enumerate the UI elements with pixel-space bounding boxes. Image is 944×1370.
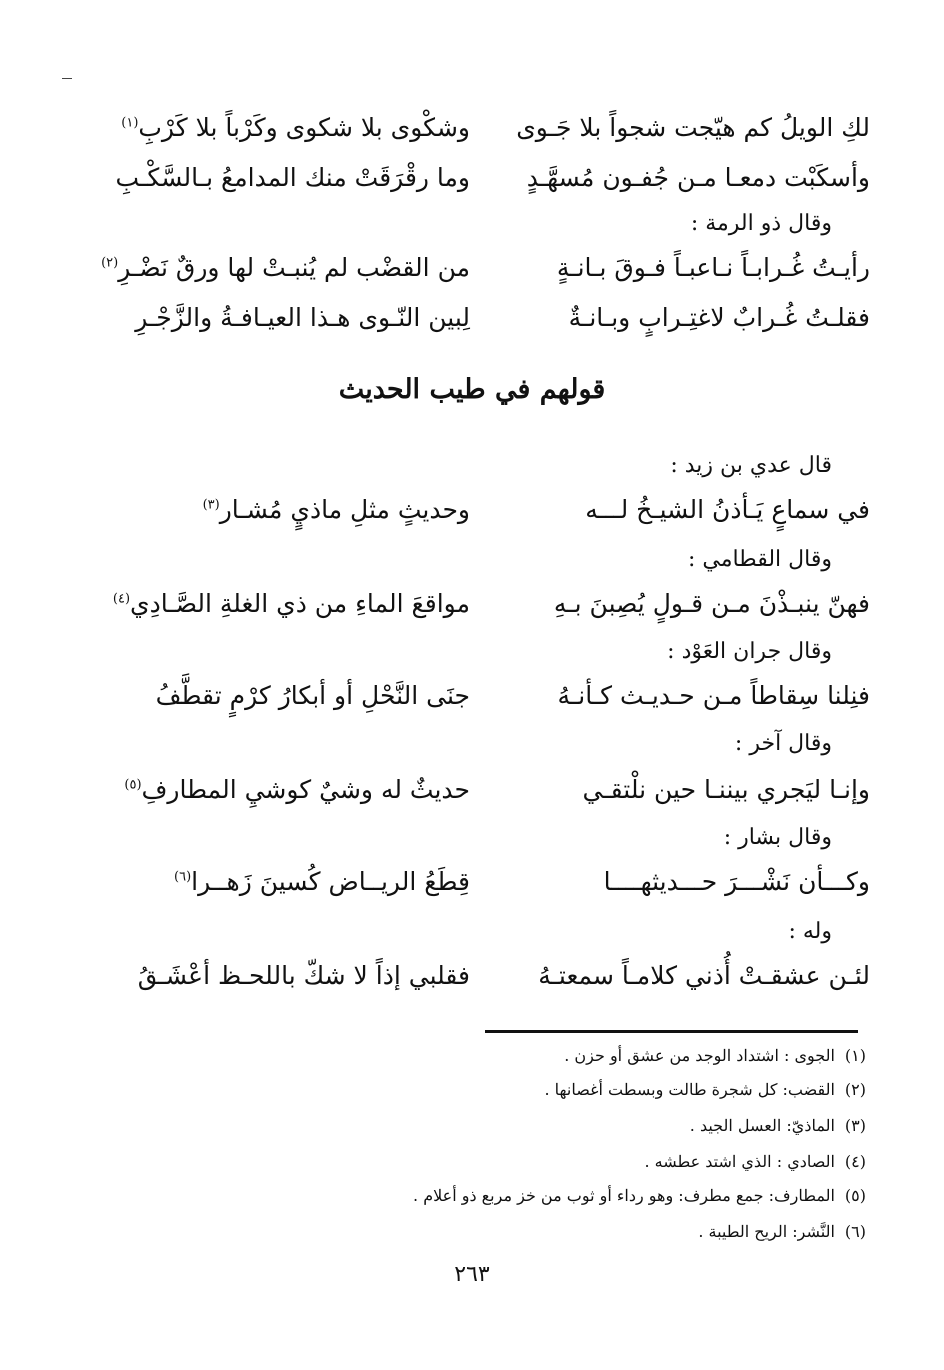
verse-first-hemistich: وإنـا ليَجري بيننـا حين نلْتقـي [582, 775, 870, 804]
footnote-text: الجوى : اشتداد الوجد من عشق أو حزن . [564, 1046, 835, 1065]
verse-text: حديثٌ له وشيٌ كوشيِ المطارفِ [141, 775, 470, 804]
verse-second-hemistich: لِبين النّـوى هـذا العيـافـةُ والزَّجْـرِ [135, 303, 470, 332]
verse-first-hemistich: فنِلنا سِقاطاً مـن حـديـث كـأنـهُ [557, 681, 870, 710]
verse-first-hemistich: لكِ الويلُ كم هيّجت شجواً بلا جَـوى [516, 113, 870, 142]
poet-intro: وقال جران العَوْد : [667, 639, 832, 664]
poet-intro: وقال ذو الرمة : [690, 211, 832, 236]
footnote [698, 1220, 866, 1244]
footnote-text: الصادي : الذي اشتد عطشه . [644, 1152, 835, 1171]
footnote-number: (٥) [844, 1186, 866, 1205]
footnote [564, 1044, 866, 1068]
section-heading: قولهم في طيب الحديث [338, 374, 606, 405]
footnote-number: (٤) [844, 1152, 866, 1171]
verse-first-hemistich: فقلـتُ غُـرابٌ لاغتِـرابٍ وبـانـةٌ [568, 303, 870, 332]
footnote-text: القضب: كل شجرة طالت وبسطت أغصانها . [544, 1080, 835, 1099]
verse-text: من القضْب لم يُنبـتْ لها ورقٌ نَضْـرِ [118, 253, 470, 282]
verse-line [110, 862, 870, 902]
footnote-ref: (٢) [101, 255, 119, 271]
verse-second-hemistich [110, 490, 470, 530]
footnote [690, 1114, 866, 1138]
footnote-ref: (١) [121, 115, 139, 131]
verse-first-hemistich: وكـــأن نَشْـــرَ حـــديثهــــا [603, 867, 870, 896]
verse-line [110, 108, 870, 148]
verse-second-hemistich [110, 862, 470, 902]
page-number: ٢٦٣ [454, 1262, 490, 1287]
verse-line [101, 248, 870, 288]
footnote [413, 1184, 866, 1208]
footnote-number: (٦) [844, 1222, 866, 1241]
footnote-ref: (٥) [124, 777, 142, 793]
footnote-number: (٣) [844, 1116, 866, 1135]
verse-text: مواقعَ الماءِ من ذي الغلةِ الصَّـادِي [130, 589, 470, 618]
verse-second-hemistich [101, 248, 470, 288]
verse-second-hemistich: جنَى النَّحْلِ أو أبكارُ كرْمٍ تقطَّفُ [155, 681, 470, 710]
verse-first-hemistich: فهنّ ينبـذْنَ مـن قـولٍ يُصِبنَ بـهِ [553, 589, 870, 618]
footnote-number: (٢) [844, 1080, 866, 1099]
footnote-text: النَّشر: الريح الطيبة . [698, 1222, 835, 1241]
verse-first-hemistich: رأيـتُ غُـرابـاً نـاعبـاً فـوقَ بـانـةٍ [556, 253, 870, 282]
poet-intro: وقال آخر : [734, 731, 832, 756]
verse-first-hemistich: لئـن عشقـتْ أُذني كلامـاً سمعتـهُ [538, 961, 870, 990]
footnote-divider [485, 1030, 858, 1033]
footnote-ref: (٣) [202, 497, 220, 513]
verse-line [110, 158, 870, 198]
footnote-ref: (٤) [112, 591, 131, 607]
verse-line [110, 676, 870, 716]
verse-text: وشكْوى بلا شكوى وكَرْباً بلا كَرْبِ [138, 113, 470, 142]
footnote-ref: (٦) [174, 869, 192, 885]
verse-second-hemistich [110, 108, 470, 148]
poet-intro: وله : [788, 919, 832, 944]
verse-line [110, 584, 870, 624]
poet-intro: قال عدي بن زيد : [670, 453, 832, 478]
margin-mark [62, 78, 72, 79]
verse-first-hemistich: في سماعٍ يَـأذنُ الشيـخُ لـــه [585, 495, 870, 524]
verse-first-hemistich: وأسكَبْت دمعـا مـن جُفـون مُسهَّـدٍ [526, 163, 870, 192]
verse-line [110, 956, 870, 996]
poet-intro: وقال القطامي : [687, 547, 832, 572]
verse-line [110, 490, 870, 530]
footnote [644, 1150, 866, 1174]
verse-line [110, 298, 870, 338]
verse-text: قِطَعُ الريــاض كُسينَ زَهــرا [191, 867, 470, 896]
poet-intro: وقال بشار : [723, 825, 832, 850]
footnote-text: الماذيّ: العسل الجيد . [689, 1116, 835, 1135]
footnote [544, 1078, 866, 1102]
verse-second-hemistich: وما رقْرَقَتْ منك المدامعُ بـالسَّكْـبِ [115, 163, 470, 192]
footnote-number: (١) [844, 1046, 866, 1065]
verse-second-hemistich: فقلبي إذاً لا شكّ باللحـظ أعْشَـقُ [137, 961, 470, 990]
verse-second-hemistich [110, 770, 470, 810]
verse-line [110, 770, 870, 810]
verse-second-hemistich [110, 584, 470, 624]
verse-text: وحديثٍ مثلِ ماذيٍ مُشـار [219, 495, 470, 524]
footnote-text: المطارف: جمع مطرف: وهو رداء أو ثوب من خز مربع ذو أعلام . [413, 1186, 835, 1205]
